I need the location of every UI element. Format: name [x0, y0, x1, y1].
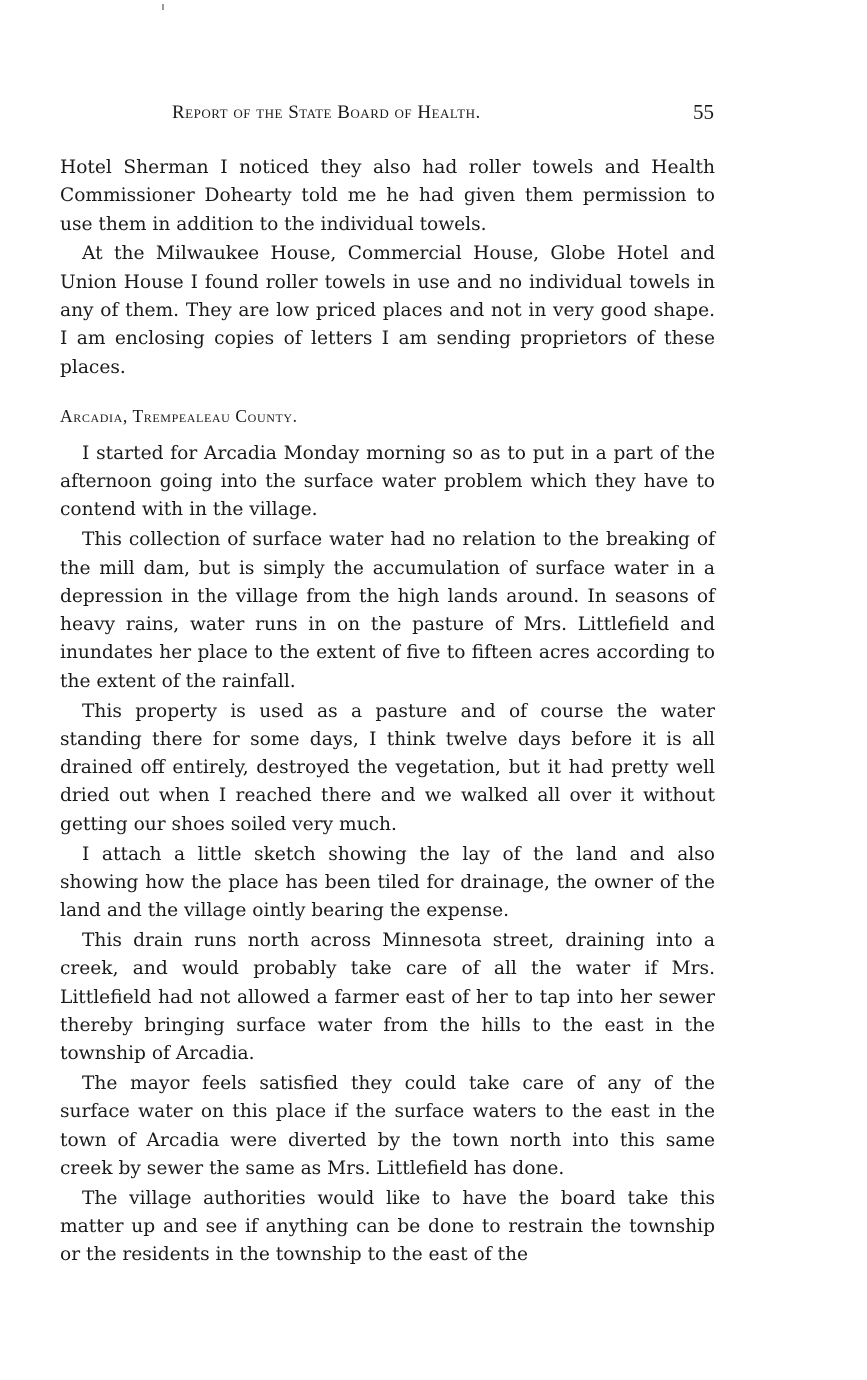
section-heading: Arcadia, Trempealeau County. [60, 405, 298, 426]
paragraph: I attach a little sketch showing the lay of the land and also showing how the place has been tiled for drainage, the owner of the land and the village ointly bearing the expense. [60, 843, 715, 922]
paragraph: I started for Arcadia Monday morning so as to put in a part of the afternoon going into the surface water problem which they have to contend with in the village. [60, 442, 715, 521]
paragraph: At the Milwaukee House, Commercial House, Globe Hotel and Union House I found roller towels in use and no individual towels in any of them. They are low priced places and not in very good shape. I am enclosing copies of letters I am sending proprietors of these places. [60, 243, 715, 378]
paragraph: Hotel Sherman I noticed they also had roller towels and Health Commissioner Dohearty told me he had given them permission to use them in addition to the individual towels. [60, 157, 715, 235]
paragraph: This drain runs north across Minnesota street, draining into a creek, and would probably take care of all the water if Mrs. Littlefield had not allowed a farmer east of her to tap into her sewer thereby bringing surface water from the hills to the east in the township of Arcadia. [60, 929, 715, 1065]
page-header [60, 98, 714, 130]
paragraph: The mayor feels satisfied they could take care of any of the surface water on this place if the surface waters to the east in the town of Arcadia were diverted by the town north into this same creek by sewer the same as Mrs. Littlefield has done. [60, 1072, 715, 1179]
paragraph: This collection of surface water had no relation to the breaking of the mill dam, but is simply the accumulation of surface water in a depression in the village from the high lands around. In seasons of heavy rains, water runs in on the pasture of Mrs. Littlefield and inundates her place to the extent of five to fifteen acres according to the extent of the rainfall. [60, 529, 715, 692]
running-title: Report of the State Board of Health. [172, 102, 481, 123]
body-text [60, 154, 715, 1271]
paragraph: This property is used as a pasture and of course the water standing there for some days, I think twelve days before it is all drained off entirely, destroyed the vegetation, but it had pretty well dried out when I reached there and we walked all over it without getting our shoes soiled very much. [60, 700, 715, 835]
page-number: 55 [693, 100, 714, 124]
paragraph: The village authorities would like to have the board take this matter up and see if anything can be done to restrain the township or the residents in the township to the east of the [60, 1187, 715, 1266]
scan-mark [162, 4, 164, 10]
